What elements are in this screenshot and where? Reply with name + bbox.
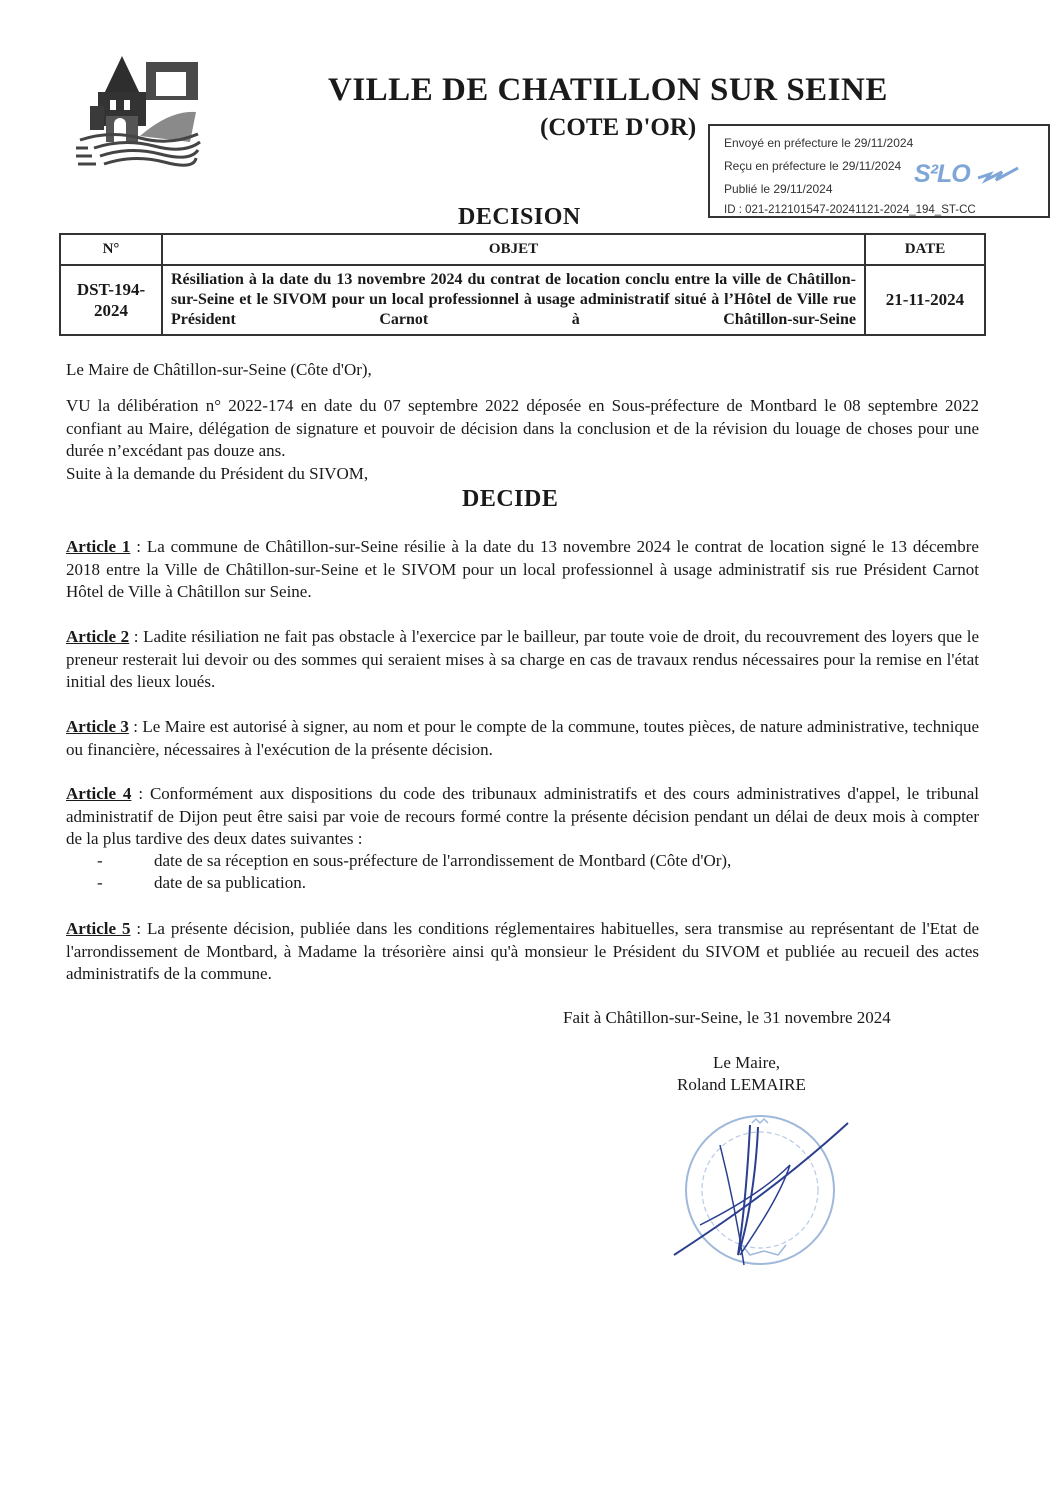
stamp-sent-line: Envoyé en préfecture le 29/11/2024 <box>724 136 914 150</box>
article-separator: : <box>130 919 148 938</box>
article-label: Article 5 <box>66 919 131 938</box>
vu-paragraph: VU la délibération n° 2022-174 en date du 07 septembre 2022 déposée en Sous-préfecture de Montbard le 08 septembre 2022 confiant au Maire, délégation de signature et pouvoir de décision dans la conclusion et de la révision du louage de choses pour une durée n’excédant pas douze ans. <box>66 396 979 460</box>
stamp-published-line: Publié le 29/11/2024 <box>724 182 833 196</box>
article-4 <box>66 783 979 851</box>
article-text: La présente décision, publiée dans les conditions réglementaires habituelles, sera transmise au représentant de l'Etat de l'arrondissement de Montbard, à Madame la trésorière ainsi qu'à monsieur le Président du SIVOM et publiée au recueil des actes administratifs de la commune. <box>66 919 979 983</box>
article-separator: : <box>131 784 150 803</box>
decision-object: Résiliation à la date du 13 novembre 2024 du contrat de location conclu entre la ville de Châtillon-sur-Seine et le SIVOM pour un local professionnel à usage administratif situé à l’Hôtel de Ville rue Président Carnot à Châtillon-sur-Seine <box>162 265 865 335</box>
town-name: VILLE DE CHATILLON SUR SEINE <box>328 72 888 108</box>
decision-number: DST-194-2024 <box>60 265 162 335</box>
department-name: (COTE D'OR) <box>540 114 697 141</box>
article-text: Conformément aux dispositions du code des tribunaux administratifs et des cours administratives d'appel, le tribunal administratif de Dijon peut être saisi par voie de recours formé contre la présente décision pendant un délai de deux mois à compter de la plus tardive des deux dates suivantes : <box>66 784 979 848</box>
article-1 <box>66 536 979 604</box>
header-date: DATE <box>865 234 985 265</box>
article-separator: : <box>128 717 143 736</box>
header-num: N° <box>60 234 162 265</box>
stamp-received-line: Reçu en préfecture le 29/11/2024 <box>724 159 902 173</box>
article-label: Article 2 <box>66 627 130 646</box>
suite-paragraph: Suite à la demande du Président du SIVOM, <box>66 464 369 483</box>
table-row <box>60 265 985 335</box>
official-seal-and-signature <box>660 1105 860 1280</box>
decision-title: DECISION <box>458 204 581 230</box>
s2lo-logo-text: S²LO <box>914 160 970 188</box>
header-objet: OBJET <box>162 234 865 265</box>
prefecture-stamp <box>708 124 1050 218</box>
place-date: Fait à Châtillon-sur-Seine, le 31 novembre 2024 <box>563 1008 891 1027</box>
bullet-item: date de sa publication. <box>154 873 307 892</box>
bullet-dash: - <box>97 851 103 870</box>
article-label: Article 1 <box>66 537 131 556</box>
article-text: La commune de Châtillon-sur-Seine résilie à la date du 13 novembre 2024 le contrat de location signé le 13 décembre 2018 entre la Ville de Châtillon-sur-Seine et le SIVOM pour un local professionnel à usage administratif sis rue Président Carnot Hôtel de Ville à Châtillon sur Seine. <box>66 537 979 601</box>
bullet-dash: - <box>97 873 103 892</box>
town-crest-logo <box>70 50 202 172</box>
signatory-title: Le Maire, <box>713 1053 781 1072</box>
article-3 <box>66 716 979 761</box>
article-separator: : <box>130 537 147 556</box>
bullet-item: date de sa réception en sous-préfecture de l'arrondissement de Montbard (Côte d'Or), <box>154 851 732 870</box>
table-header-row <box>60 234 985 265</box>
article-5 <box>66 918 979 986</box>
s2lo-swoosh-icon <box>976 164 1020 186</box>
s2lo-logo <box>914 160 1020 189</box>
article-separator: : <box>129 627 144 646</box>
article-label: Article 4 <box>66 784 132 803</box>
article-2 <box>66 626 979 694</box>
article-text: Le Maire est autorisé à signer, au nom et pour le compte de la commune, toutes pièces, de nature administrative, technique ou financière, nécessaires à l'exécution de la présente décision. <box>66 717 979 759</box>
stamp-id-line: ID : 021-212101547-20241121-2024_194_ST-CC <box>724 204 976 216</box>
signatory-name: Roland LEMAIRE <box>677 1075 806 1094</box>
decision-table <box>59 233 986 336</box>
article-text: Ladite résiliation ne fait pas obstacle à l'exercice par le bailleur, par toute voie de droit, du recouvrement des loyers que le preneur resterait lui devoir ou des sommes qui seraient mises à sa charge en cas de travaux rendus nécessaires pour la remise en l'état initial des lieux loués. <box>66 627 979 691</box>
decide-title: DECIDE <box>462 486 559 512</box>
article-label: Article 3 <box>66 717 129 736</box>
decision-date: 21-11-2024 <box>865 265 985 335</box>
maire-intro: Le Maire de Châtillon-sur-Seine (Côte d'Or), <box>66 360 372 379</box>
